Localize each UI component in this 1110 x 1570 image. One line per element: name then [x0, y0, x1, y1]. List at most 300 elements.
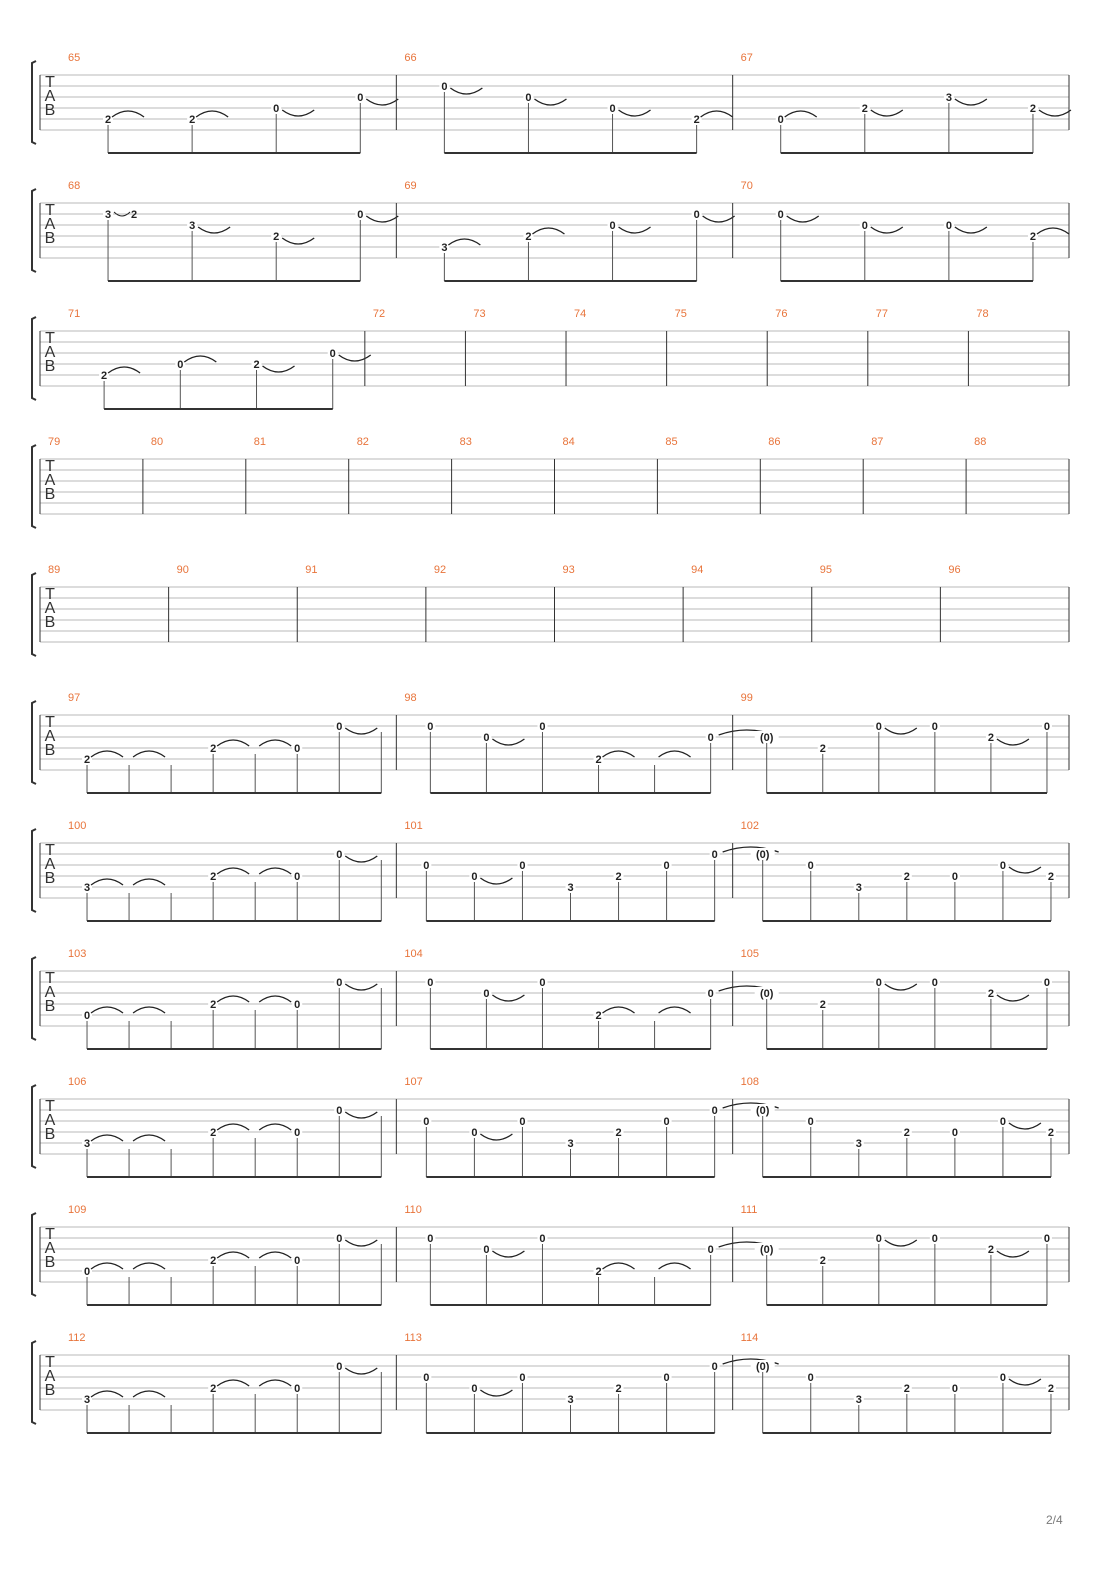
measure-number: 80	[150, 436, 164, 448]
fret-number: 0	[539, 721, 546, 733]
tie-arc	[259, 740, 291, 746]
measure-number: 90	[176, 564, 189, 576]
tab-clef-letter: A	[44, 600, 56, 617]
tab-clef-letter: B	[44, 230, 56, 247]
fret-number: 0	[539, 1233, 546, 1245]
tab-system	[32, 1204, 1069, 1305]
fret-number: 0	[999, 860, 1006, 872]
fret-number: 2	[615, 1383, 622, 1395]
fret-number: 2	[83, 754, 91, 766]
fret-number: 0	[693, 209, 700, 221]
fret-number: 0	[83, 1010, 91, 1022]
tie-arc	[133, 1263, 165, 1269]
fret-number: 0	[707, 988, 714, 1000]
fret-number: 0	[336, 1233, 343, 1245]
tie-arc	[366, 216, 398, 222]
system-bracket	[32, 317, 36, 400]
page-number: 2/4	[1046, 1513, 1063, 1527]
fret-number: 0	[294, 1255, 301, 1267]
tie-arc	[259, 1124, 291, 1130]
measure-number: 83	[459, 436, 472, 448]
fret-number: 3	[189, 220, 196, 232]
system-bracket	[32, 1341, 36, 1424]
fret-number: 2	[101, 370, 108, 382]
tie-arc	[91, 751, 123, 757]
tie-arc	[259, 996, 291, 1002]
tie-arc	[217, 996, 249, 1002]
tie-arc	[133, 1135, 165, 1141]
tie-arc	[532, 228, 564, 234]
fret-number: 2	[903, 1127, 910, 1139]
fret-number: 0	[336, 977, 343, 989]
fret-number: 3	[83, 1394, 91, 1406]
tie-arc	[263, 366, 295, 372]
fret-number: 0	[951, 1383, 958, 1395]
fret-number: 2	[210, 1255, 217, 1267]
fret-number: 2	[615, 1127, 622, 1139]
fret-number: 2	[210, 743, 217, 755]
tie-arc	[534, 99, 566, 105]
tie-arc	[1009, 1379, 1041, 1385]
tab-clef-letter: T	[45, 586, 55, 603]
measure-number: 71	[68, 308, 81, 320]
tie-arc	[345, 1368, 377, 1374]
fret-number: 0	[711, 1361, 718, 1373]
measure-number: 102	[740, 820, 760, 832]
fret-number: 0	[483, 988, 490, 1000]
fret-number: 0	[519, 860, 526, 872]
fret-number: 3	[104, 209, 112, 221]
fret-number: 0	[336, 1105, 343, 1117]
tab-system	[32, 52, 1071, 153]
fret-number: 0	[357, 92, 364, 104]
fret-number: 2	[595, 1010, 602, 1022]
fret-number: (0)	[759, 988, 774, 1000]
measure-number: 68	[68, 180, 81, 192]
tie-arc	[345, 856, 377, 862]
fret-number: 0	[609, 103, 616, 115]
fret-number: 2	[210, 871, 217, 883]
tie-arc	[259, 1380, 291, 1386]
fret-number: (0)	[755, 849, 770, 861]
tab-clef-letter: T	[45, 74, 55, 91]
tab-system	[32, 1332, 1069, 1433]
tie-arc	[492, 739, 524, 745]
fret-number: 3	[855, 1138, 862, 1150]
measure-number: 105	[740, 948, 760, 960]
tab-clef-letter: T	[45, 1098, 55, 1115]
fret-number: (0)	[759, 1244, 774, 1256]
tie-arc	[871, 110, 903, 116]
measure-number: 96	[948, 564, 961, 576]
measure-number: 86	[768, 436, 781, 448]
tab-clef-letter: A	[44, 1368, 56, 1385]
fret-number: 0	[423, 860, 430, 872]
measure-number: 106	[68, 1076, 87, 1088]
tie-arc	[659, 751, 691, 757]
tab-clef-letter: T	[45, 1354, 55, 1371]
fret-number: 0	[777, 114, 784, 126]
fret-number: 0	[951, 871, 958, 883]
fret-number: 2	[819, 743, 826, 755]
system-bracket	[32, 1085, 36, 1168]
system-bracket	[32, 1213, 36, 1296]
tie-arc	[787, 216, 819, 222]
tie-arc	[133, 1007, 165, 1013]
system-bracket	[32, 573, 36, 656]
tie-arc	[198, 227, 230, 233]
fret-number: 2	[104, 114, 112, 126]
fret-number: 0	[471, 1383, 478, 1395]
measure-number: 74	[574, 308, 587, 320]
fret-number: 0	[999, 1372, 1006, 1384]
fret-number: 0	[711, 1105, 718, 1117]
tab-system	[32, 308, 1069, 409]
measure-number: 67	[740, 52, 753, 64]
tie-arc	[345, 1240, 377, 1246]
tie-arc	[259, 868, 291, 874]
fret-number: 2	[210, 999, 217, 1011]
tie-arc	[885, 728, 917, 734]
measure-number: 95	[819, 564, 832, 576]
tie-arc	[703, 216, 735, 222]
fret-number: 2	[987, 1244, 994, 1256]
fret-number: 0	[707, 1244, 714, 1256]
tab-clef-letter: A	[44, 1240, 56, 1257]
measure-number: 75	[674, 308, 687, 320]
fret-number: 0	[329, 348, 336, 360]
system-bracket	[32, 445, 36, 528]
tab-clef-letter: A	[44, 472, 56, 489]
tab-clef-letter: B	[44, 1254, 56, 1271]
tie-arc	[480, 1134, 512, 1140]
tie-arc	[997, 995, 1029, 1001]
tie-arc	[1039, 110, 1071, 116]
fret-number: 3	[567, 1138, 574, 1150]
fret-number: 0	[931, 721, 938, 733]
tab-system	[32, 1076, 1069, 1177]
fret-number: 0	[441, 81, 448, 93]
tie-arc	[871, 227, 903, 233]
tie-arc	[1009, 1123, 1041, 1129]
measure-number: 78	[976, 308, 989, 320]
tab-clef-letter: B	[44, 614, 56, 631]
fret-number: 2	[1047, 1127, 1055, 1139]
fret-number: 0	[999, 1116, 1006, 1128]
measure-number: 72	[372, 308, 386, 320]
measure-number: 69	[404, 180, 417, 192]
tab-clef-letter: T	[45, 714, 55, 731]
tab-clef-letter: A	[44, 344, 56, 361]
fret-number: 0	[931, 977, 938, 989]
measure-number: 93	[562, 564, 575, 576]
tie-arc	[785, 111, 817, 117]
fret-number: 0	[1043, 721, 1051, 733]
tie-arc	[885, 984, 917, 990]
fret-number: 2	[819, 999, 826, 1011]
tab-clef-letter: A	[44, 728, 56, 745]
tie-arc	[112, 111, 144, 117]
fret-number: 2	[903, 871, 910, 883]
fret-number: 0	[294, 1383, 301, 1395]
tie-arc	[955, 99, 987, 105]
fret-number: 2	[273, 231, 280, 243]
tab-clef-letter: B	[44, 998, 56, 1015]
tab-clef-letter: A	[44, 88, 56, 105]
tab-clef-letter: T	[45, 330, 55, 347]
measure-number: 103	[68, 948, 87, 960]
fret-number: 0	[336, 1361, 343, 1373]
fret-number: 0	[609, 220, 616, 232]
measure-number: 65	[68, 52, 81, 64]
fret-number: 0	[525, 92, 532, 104]
fret-number: 0	[336, 849, 343, 861]
fret-number: 0	[707, 732, 714, 744]
system-bracket	[32, 829, 36, 912]
tie-arc	[619, 227, 651, 233]
tie-arc	[659, 1007, 691, 1013]
fret-number: 0	[336, 721, 343, 733]
tie-arc	[217, 1380, 249, 1386]
fret-number: 0	[519, 1116, 526, 1128]
fret-number: 0	[294, 999, 301, 1011]
tie-arc	[282, 238, 314, 244]
tie-arc	[997, 739, 1029, 745]
slide-target-fret: 2	[130, 209, 138, 221]
measure-number: 84	[562, 436, 575, 448]
fret-number: 0	[807, 1372, 814, 1384]
fret-number: 2	[210, 1383, 217, 1395]
fret-number: 0	[711, 849, 718, 861]
measure-number: 91	[305, 564, 318, 576]
measure-number: 100	[68, 820, 87, 832]
fret-number: 2	[861, 103, 868, 115]
fret-number: 0	[945, 220, 952, 232]
fret-number: 0	[875, 721, 882, 733]
tie-arc	[492, 1251, 524, 1257]
tab-clef-letter: A	[44, 216, 56, 233]
tie-arc	[91, 1007, 123, 1013]
tie-arc	[885, 1240, 917, 1246]
fret-number: 0	[427, 977, 434, 989]
fret-number: 2	[1029, 231, 1037, 243]
fret-number: 0	[471, 1127, 478, 1139]
measure-number: 82	[356, 436, 369, 448]
tab-clef-letter: T	[45, 842, 55, 859]
tie-arc	[603, 751, 635, 757]
tie-arc	[217, 740, 249, 746]
tie-arc	[603, 1007, 635, 1013]
tab-clef-letter: A	[44, 984, 56, 1001]
tie-arc	[217, 1124, 249, 1130]
tab-system	[32, 564, 1069, 656]
measure-number: 108	[740, 1076, 760, 1088]
tab-clef-letter: A	[44, 856, 56, 873]
fret-number: 3	[855, 1394, 862, 1406]
tie-arc	[448, 239, 480, 245]
measure-number: 70	[740, 180, 753, 192]
tab-clef-letter: B	[44, 358, 56, 375]
tab-clef-letter: B	[44, 102, 56, 119]
measure-number: 112	[68, 1332, 86, 1344]
tie-arc	[450, 88, 482, 94]
fret-number: 0	[663, 860, 670, 872]
measure-number: 97	[68, 692, 81, 704]
tie-arc	[259, 1252, 291, 1258]
tab-clef-letter: B	[44, 1382, 56, 1399]
fret-number: 2	[595, 1266, 602, 1278]
measure-number: 88	[974, 436, 987, 448]
fret-number: (0)	[759, 732, 774, 744]
tie-arc	[91, 1135, 123, 1141]
tie-arc	[184, 356, 216, 362]
fret-number: 3	[567, 1394, 574, 1406]
measure-number: 99	[740, 692, 753, 704]
fret-number: 0	[951, 1127, 958, 1139]
tab-clef-letter: T	[45, 458, 55, 475]
fret-number: 0	[663, 1116, 670, 1128]
fret-number: 0	[294, 1127, 301, 1139]
tie-arc	[282, 110, 314, 116]
measure-number: 94	[691, 564, 704, 576]
fret-number: 0	[427, 1233, 434, 1245]
fret-number: 2	[1047, 871, 1055, 883]
tab-clef-letter: B	[44, 1126, 56, 1143]
measure-number: 101	[404, 820, 423, 832]
measure-number: 109	[68, 1204, 87, 1216]
tie-arc	[659, 1263, 691, 1269]
fret-number: 0	[807, 1116, 814, 1128]
tie-arc	[91, 1263, 123, 1269]
tie-arc	[133, 879, 165, 885]
fret-number: 2	[210, 1127, 217, 1139]
fret-number: 0	[1043, 977, 1051, 989]
fret-number: 2	[693, 114, 700, 126]
fret-number: 2	[615, 871, 622, 883]
fret-number: 2	[987, 988, 994, 1000]
tie-arc	[217, 1252, 249, 1258]
fret-number: 0	[875, 977, 882, 989]
tie-arc	[480, 878, 512, 884]
fret-number: 0	[483, 1244, 490, 1256]
fret-number: 0	[294, 743, 301, 755]
system-bracket	[32, 957, 36, 1040]
fret-number: (0)	[755, 1361, 770, 1373]
tie-arc	[133, 751, 165, 757]
fret-number: 2	[819, 1255, 826, 1267]
fret-number: 0	[875, 1233, 882, 1245]
measure-number: 111	[740, 1204, 758, 1216]
tab-clef-letter: T	[45, 970, 55, 987]
tab-clef-letter: T	[45, 1226, 55, 1243]
fret-number: 0	[777, 209, 784, 221]
fret-number: 0	[931, 1233, 938, 1245]
fret-number: 0	[177, 359, 184, 371]
fret-number: 3	[441, 242, 448, 254]
tie-arc	[91, 879, 123, 885]
fret-number: 2	[253, 359, 260, 371]
measure-number: 104	[404, 948, 423, 960]
system-bracket	[32, 61, 36, 144]
tie-arc	[345, 1112, 377, 1118]
tab-clef-letter: B	[44, 742, 56, 759]
measure-number: 98	[404, 692, 417, 704]
tie-arc	[480, 1390, 512, 1396]
measure-number: 85	[665, 436, 678, 448]
fret-number: 2	[189, 114, 196, 126]
fret-number: 0	[539, 977, 546, 989]
fret-number: 0	[519, 1372, 526, 1384]
measure-number: 81	[253, 436, 267, 448]
system-bracket	[32, 189, 36, 272]
tab-clef-letter: B	[44, 870, 56, 887]
tab-system	[32, 180, 1069, 281]
tie-arc	[345, 984, 377, 990]
tab-system	[32, 820, 1069, 921]
fret-number: 0	[423, 1116, 430, 1128]
fret-number: 0	[273, 103, 280, 115]
fret-number: 3	[855, 882, 862, 894]
measure-number: 110	[404, 1204, 422, 1216]
measure-number: 92	[433, 564, 447, 576]
tie-arc	[196, 111, 228, 117]
tie-arc	[1037, 228, 1069, 234]
tie-arc	[91, 1391, 123, 1397]
tab-system	[32, 692, 1069, 793]
fret-number: 3	[567, 882, 574, 894]
fret-number: 0	[357, 209, 364, 221]
measure-number: 73	[473, 308, 486, 320]
tab-clef-letter: B	[44, 486, 56, 503]
fret-number: 3	[945, 92, 952, 104]
tie-arc	[108, 367, 140, 373]
fret-number: 2	[1047, 1383, 1055, 1395]
measure-number: 66	[404, 52, 417, 64]
fret-number: 0	[427, 721, 434, 733]
tie-arc	[492, 995, 524, 1001]
fret-number: 0	[471, 871, 478, 883]
tie-arc	[1009, 867, 1041, 873]
tie-arc	[955, 227, 987, 233]
tie-arc	[366, 99, 398, 105]
tab-system	[32, 436, 1069, 528]
system-bracket	[32, 701, 36, 784]
fret-number: 0	[1043, 1233, 1051, 1245]
fret-number: 0	[861, 220, 868, 232]
tie-arc	[339, 355, 371, 361]
fret-number: 0	[83, 1266, 91, 1278]
fret-number: 0	[423, 1372, 430, 1384]
fret-number: 0	[294, 871, 301, 883]
fret-number: 0	[807, 860, 814, 872]
fret-number: (0)	[755, 1105, 770, 1117]
tab-clef-letter: A	[44, 1112, 56, 1129]
tab-system	[32, 948, 1069, 1049]
fret-number: 0	[663, 1372, 670, 1384]
fret-number: 2	[987, 732, 994, 744]
measure-number: 76	[775, 308, 788, 320]
fret-number: 3	[83, 882, 91, 894]
measure-number: 114	[740, 1332, 759, 1344]
tie-arc	[997, 1251, 1029, 1257]
measure-number: 87	[871, 436, 884, 448]
tab-clef-letter: T	[45, 202, 55, 219]
measure-number: 79	[48, 436, 61, 448]
measure-number: 113	[404, 1332, 422, 1344]
measure-number: 89	[48, 564, 61, 576]
tie-arc	[133, 1391, 165, 1397]
fret-number: 3	[83, 1138, 91, 1150]
